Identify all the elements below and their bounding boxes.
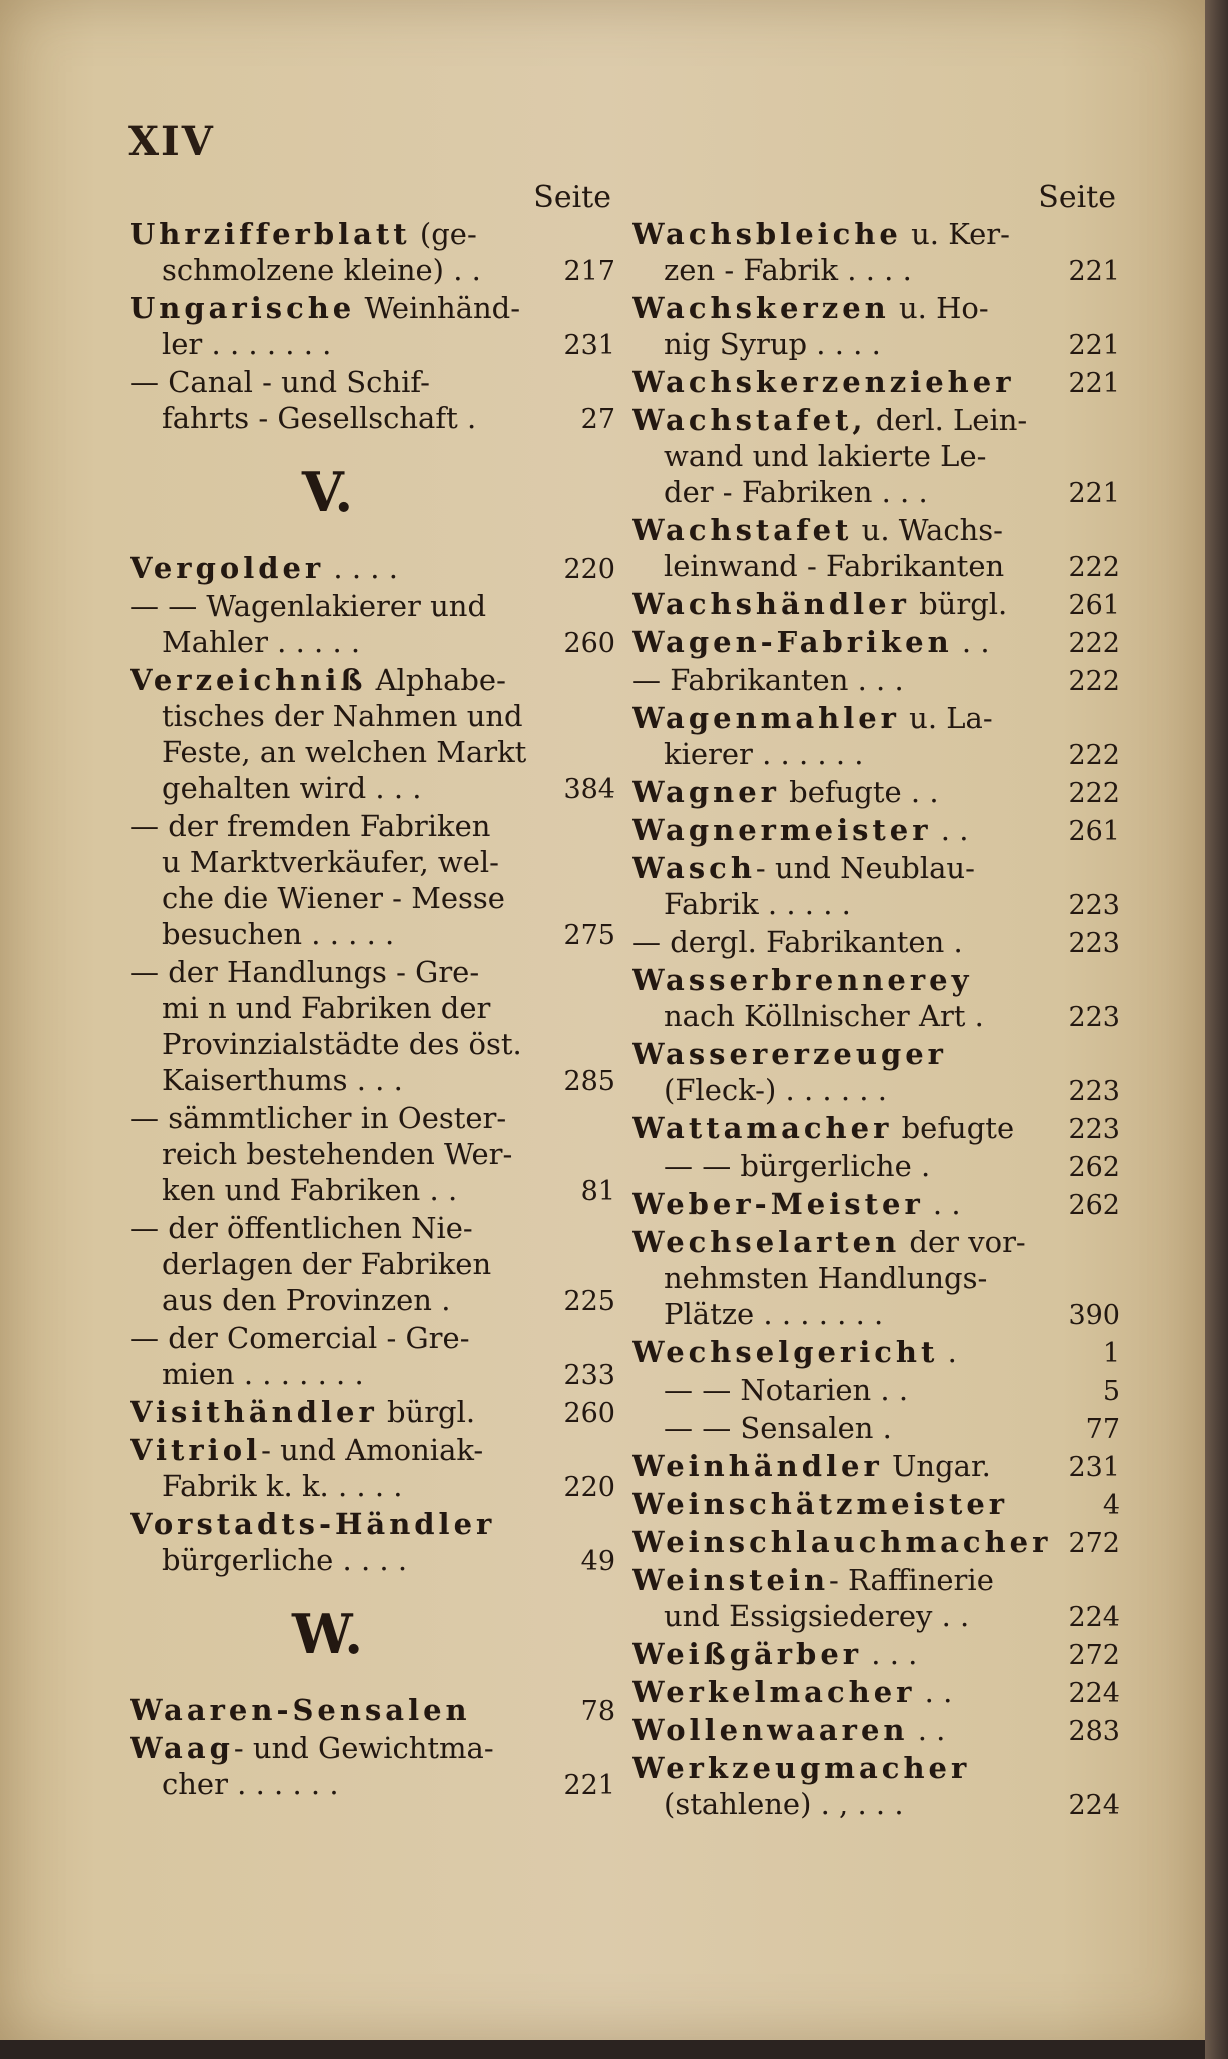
entry-rest: . . (952, 625, 990, 659)
index-entry (632, 998, 1120, 1036)
entry-page: 222 (1068, 778, 1120, 809)
entry-text: gehalten wird . . . (162, 771, 422, 805)
index-entry (130, 400, 615, 438)
entry-text: che die Wiener - Messe (162, 881, 505, 915)
entry-rest: Weinhänd- (355, 291, 521, 325)
entry-text: reich bestehenden Wer- (162, 1137, 513, 1171)
entry-keyword: Vergolder (130, 551, 325, 585)
entry-keyword: Wachshändler (632, 587, 910, 621)
index-entry (130, 1062, 615, 1100)
entry-text: mi n und Fabriken der (162, 991, 491, 1025)
entry-text (632, 624, 1058, 660)
entry-page: 275 (563, 920, 615, 951)
entry-page: 223 (1068, 890, 1120, 921)
entry-page: 285 (563, 1066, 615, 1097)
entry-rest: . . (931, 813, 969, 847)
index-entry (632, 1598, 1120, 1636)
index-entry (130, 290, 615, 326)
entry-page: 78 (580, 1696, 615, 1727)
entry-keyword: Weinstein (632, 1563, 830, 1597)
index-entry (130, 550, 615, 588)
index-entry (632, 474, 1120, 512)
entry-text (632, 1036, 1058, 1072)
entry-text (632, 1712, 1058, 1748)
entry-page: 233 (563, 1360, 615, 1391)
entry-text (130, 290, 553, 326)
entry-page: 384 (563, 774, 615, 805)
entry-page: 222 (1068, 666, 1120, 697)
entry-page: 261 (1068, 590, 1120, 621)
entry-keyword: Wasch (632, 851, 756, 885)
entry-text: — der Handlungs - Gre- (130, 955, 480, 989)
index-entry (632, 290, 1120, 326)
entry-text: wand und lakierte Le- (664, 439, 987, 473)
index-entry (130, 770, 615, 808)
entry-text: schmolzene kleine) . . (162, 253, 481, 287)
entry-keyword: Wagen-Fabriken (632, 625, 953, 659)
entry-page: 1 (1102, 1338, 1120, 1369)
entry-page: 4 (1102, 1490, 1120, 1521)
entry-text (130, 1506, 553, 1542)
left-block-u (130, 216, 615, 438)
entry-text: ler . . . . . . . (162, 327, 332, 361)
entry-text (632, 402, 1058, 438)
entry-text: kierer . . . . . . (664, 737, 864, 771)
entry-text (632, 586, 1058, 622)
entry-text: Kaiserthums . . . (162, 1063, 403, 1097)
entry-rest: . . . . (324, 551, 398, 585)
index-entry (130, 1766, 615, 1804)
entry-text: nig Syrup . . . . (664, 327, 881, 361)
section-letter-w: W. (291, 1602, 364, 1666)
index-entry (130, 1100, 615, 1136)
index-entry (130, 844, 615, 880)
entry-rest: - und Gewichtma- (233, 1731, 494, 1765)
entry-text (632, 1486, 1058, 1522)
index-entry (632, 812, 1120, 850)
index-entry (130, 1394, 615, 1432)
entry-text: tisches der Nahmen und (162, 699, 523, 733)
entry-keyword: Visithändler (130, 1395, 378, 1429)
entry-page: 27 (580, 404, 615, 435)
entry-text: — der öffentlichen Nie- (130, 1211, 473, 1245)
entry-text: bürgerliche . . . . (162, 1543, 408, 1577)
index-entry (632, 326, 1120, 364)
index-entry (632, 850, 1120, 886)
index-entry (632, 1448, 1120, 1486)
left-block-w (130, 1692, 615, 1804)
entry-rest: Ungar. (882, 1449, 991, 1483)
entry-keyword: Wattamacher (632, 1111, 893, 1145)
entry-text: Plätze . . . . . . . (664, 1297, 884, 1331)
entry-keyword: Waaren-Sensalen (130, 1693, 471, 1727)
entry-page: 220 (563, 554, 615, 585)
entry-text (632, 1524, 1058, 1560)
entry-keyword: Wachskerzenzieher (632, 365, 1015, 399)
entry-text (130, 1432, 553, 1468)
right-block-w (632, 216, 1120, 1824)
page-edge (1205, 0, 1228, 2059)
entry-keyword: Weißgärber (632, 1637, 863, 1671)
index-entry (130, 1356, 615, 1394)
index-entry (130, 1210, 615, 1246)
index-entry (632, 1296, 1120, 1334)
index-entry (632, 736, 1120, 774)
index-entry (130, 1730, 615, 1766)
entry-page: 224 (1068, 1602, 1120, 1633)
entry-page: 390 (1068, 1300, 1120, 1331)
entry-text: und Essigsiederey . . (664, 1599, 970, 1633)
entry-page: 283 (1068, 1716, 1120, 1747)
entry-rest: befugte (892, 1111, 1015, 1145)
entry-page: 260 (563, 628, 615, 659)
page-number: XIV (128, 118, 215, 165)
index-entry (632, 1036, 1120, 1072)
entry-text (632, 364, 1058, 400)
entry-text: Fabrik k. k. . . . . (162, 1469, 403, 1503)
entry-text: — dergl. Fabrikanten . (632, 925, 963, 959)
index-entry (632, 1486, 1120, 1524)
index-entry (130, 1320, 615, 1356)
entry-keyword: Ungarische (130, 291, 356, 325)
entry-page: 223 (1068, 928, 1120, 959)
index-entry (130, 916, 615, 954)
entry-text (632, 1334, 1058, 1370)
entry-text: Feste, an welchen Markt (162, 735, 527, 769)
index-entry (632, 1186, 1120, 1224)
entry-text: derlagen der Fabriken (162, 1247, 492, 1281)
entry-text: nehmsten Handlungs- (664, 1261, 988, 1295)
entry-keyword: Vorstadts-Händler (130, 1507, 496, 1541)
entry-rest: . . . (862, 1637, 918, 1671)
entry-rest: befugte . . (779, 775, 939, 809)
entry-page: 262 (1068, 1152, 1120, 1183)
entry-keyword: Verzeichniß (130, 663, 367, 697)
entry-text: — — bürgerliche . (664, 1149, 931, 1183)
entry-page: 221 (1068, 478, 1120, 509)
entry-text: nach Köllnischer Art . (664, 999, 984, 1033)
section-letter-v: V. (301, 460, 354, 524)
left-block-v (130, 550, 615, 1580)
index-entry (632, 1334, 1120, 1372)
entry-rest: - und Amoniak- (261, 1433, 484, 1467)
right-column-header: Seite (1038, 180, 1116, 215)
entry-text: besuchen . . . . . (162, 917, 395, 951)
index-entry (130, 1692, 615, 1730)
entry-page: 261 (1068, 816, 1120, 847)
entry-text: u Marktverkäufer, wel- (162, 845, 499, 879)
index-entry (130, 662, 615, 698)
entry-text (632, 812, 1058, 848)
index-entry (130, 1246, 615, 1282)
entry-rest: u. La- (899, 701, 993, 735)
entry-text (632, 290, 1058, 326)
index-entry (130, 1172, 615, 1210)
entry-page: 77 (1085, 1414, 1120, 1445)
entry-keyword: Wagnermeister (632, 813, 932, 847)
index-entry (632, 1260, 1120, 1296)
entry-keyword: Vitriol (130, 1433, 262, 1467)
entry-keyword: Wechselarten (632, 1225, 901, 1259)
right-column (632, 180, 1120, 1824)
entry-rest: . . (923, 1187, 961, 1221)
entry-text (632, 1636, 1058, 1672)
entry-text (130, 1394, 553, 1430)
entry-text (632, 1674, 1058, 1710)
entry-text: Provinzialstädte des öst. (162, 1027, 522, 1061)
entry-keyword: Wagner (632, 775, 780, 809)
entry-text: — Canal - und Schif- (130, 365, 430, 399)
entry-page: 5 (1102, 1376, 1120, 1407)
entry-page: 221 (1068, 256, 1120, 287)
entry-text: (stahlene) . , . . . (664, 1787, 904, 1821)
index-entry (130, 364, 615, 400)
entry-text (130, 550, 553, 586)
entry-text (130, 662, 553, 698)
entry-keyword: Weber-Meister (632, 1187, 924, 1221)
index-entry (632, 1750, 1120, 1786)
index-entry (632, 662, 1120, 700)
entry-page: 220 (563, 1472, 615, 1503)
index-entry (130, 1468, 615, 1506)
entry-text: ken und Fabriken . . (162, 1173, 458, 1207)
entry-page: 221 (563, 1770, 615, 1801)
index-entry (130, 588, 615, 624)
entry-keyword: Wagenmahler (632, 701, 900, 735)
index-entry (130, 1506, 615, 1542)
entry-rest: . (938, 1335, 957, 1369)
entry-page: 231 (1068, 1452, 1120, 1483)
entry-text (632, 850, 1058, 886)
entry-page: 272 (1068, 1528, 1120, 1559)
entry-rest: bürgl. (909, 587, 1008, 621)
left-column (130, 180, 615, 1804)
entry-text (130, 216, 553, 252)
index-entry (130, 216, 615, 252)
left-column-header: Seite (533, 180, 611, 215)
entry-text: der - Fabriken . . . (664, 475, 928, 509)
index-entry (632, 1674, 1120, 1712)
index-entry (632, 1372, 1120, 1410)
entry-keyword: Waag (130, 1731, 234, 1765)
index-entry (632, 700, 1120, 736)
entry-text: zen - Fabrik . . . . (664, 253, 912, 287)
entry-text (632, 1448, 1058, 1484)
entry-keyword: Weinschätzmeister (632, 1487, 1009, 1521)
entry-text (632, 216, 1058, 252)
entry-page: 225 (563, 1286, 615, 1317)
index-entry (632, 1562, 1120, 1598)
entry-page: 231 (563, 330, 615, 361)
index-entry (130, 624, 615, 662)
entry-text: Fabrik . . . . . (664, 887, 851, 921)
entry-rest: (ge- (410, 217, 477, 251)
entry-text (632, 700, 1058, 736)
entry-page: 49 (580, 1546, 615, 1577)
entry-text: — sämmtlicher in Oester- (130, 1101, 507, 1135)
entry-text (632, 962, 1058, 998)
entry-rest: bürgl. (377, 1395, 476, 1429)
index-entry (130, 808, 615, 844)
entry-rest: - Raffinerie (829, 1563, 994, 1597)
entry-keyword: Wachsbleiche (632, 217, 902, 251)
entry-rest: Alphabe- (366, 663, 506, 697)
index-entry (632, 512, 1120, 548)
entry-page: 262 (1068, 1190, 1120, 1221)
entry-text (632, 512, 1058, 548)
entry-page: 272 (1068, 1640, 1120, 1671)
index-entry (632, 364, 1120, 402)
entry-page: 222 (1068, 628, 1120, 659)
entry-page: 81 (580, 1176, 615, 1207)
index-entry (632, 774, 1120, 812)
entry-keyword: Wachskerzen (632, 291, 890, 325)
entry-text: — der fremden Fabriken (130, 809, 491, 843)
entry-rest: u. Ho- (889, 291, 989, 325)
index-entry (632, 438, 1120, 474)
index-entry (130, 252, 615, 290)
entry-keyword: Wasserbrennerey (632, 963, 973, 997)
entry-page: 217 (563, 256, 615, 287)
entry-text: aus den Provinzen . (162, 1283, 451, 1317)
entry-text: mien . . . . . . . (162, 1357, 364, 1391)
entry-text: — — Notarien . . (664, 1373, 909, 1407)
entry-keyword: Weinschlauchmacher (632, 1525, 1052, 1559)
entry-keyword: Uhrzifferblatt (130, 217, 411, 251)
entry-text: — — Sensalen . (664, 1411, 892, 1445)
entry-keyword: Wassererzeuger (632, 1037, 947, 1071)
entry-text (632, 1750, 1058, 1786)
entry-page: 222 (1068, 552, 1120, 583)
index-entry (632, 1524, 1120, 1562)
entry-rest: u. Ker- (901, 217, 1010, 251)
entry-page: 224 (1068, 1790, 1120, 1821)
index-entry (632, 1110, 1120, 1148)
entry-page: 223 (1068, 1076, 1120, 1107)
entry-rest: . . (908, 1713, 946, 1747)
index-entry (632, 1072, 1120, 1110)
entry-keyword: Wachstafet, (632, 403, 867, 437)
entry-text: — der Comercial - Gre- (130, 1321, 470, 1355)
index-entry (632, 216, 1120, 252)
entry-keyword: Werkelmacher (632, 1675, 916, 1709)
index-entry (632, 886, 1120, 924)
index-entry (130, 1542, 615, 1580)
index-entry (130, 990, 615, 1026)
entry-text: Mahler . . . . . (162, 625, 361, 659)
entry-text (130, 1730, 553, 1766)
entry-page: 223 (1068, 1114, 1120, 1145)
entry-text (632, 1186, 1058, 1222)
entry-keyword: Weinhändler (632, 1449, 883, 1483)
entry-text: (Fleck-) . . . . . . (664, 1073, 887, 1107)
index-entry (632, 586, 1120, 624)
entry-rest: - und Neublau- (755, 851, 975, 885)
index-entry (632, 624, 1120, 662)
entry-page: 260 (563, 1398, 615, 1429)
entry-keyword: Wechselgericht (632, 1335, 939, 1369)
entry-page: 221 (1068, 368, 1120, 399)
index-entry (632, 1410, 1120, 1448)
index-entry (632, 1712, 1120, 1750)
index-entry (632, 548, 1120, 586)
entry-text (130, 1692, 553, 1728)
entry-text (632, 1110, 1058, 1146)
entry-text: — Fabrikanten . . . (632, 663, 904, 697)
index-entry (130, 1026, 615, 1062)
entry-rest: . . (915, 1675, 953, 1709)
index-entry (632, 1224, 1120, 1260)
entry-keyword: Wachstafet (632, 513, 853, 547)
index-entry (632, 924, 1120, 962)
entry-rest: derl. Lein- (866, 403, 1028, 437)
entry-text: fahrts - Gesellschaft . (162, 401, 477, 435)
entry-text (632, 1224, 1058, 1260)
entry-rest: u. Wachs- (852, 513, 1003, 547)
entry-text: — — Wagenlakierer und (130, 589, 487, 623)
index-entry (632, 1148, 1120, 1186)
index-entry (130, 1282, 615, 1320)
entry-page: 222 (1068, 740, 1120, 771)
index-entry (130, 734, 615, 770)
entry-page: 223 (1068, 1002, 1120, 1033)
index-entry (130, 954, 615, 990)
index-entry (130, 880, 615, 916)
entry-page: 224 (1068, 1678, 1120, 1709)
entry-text (632, 1562, 1058, 1598)
entry-keyword: Werkzeugmacher (632, 1751, 971, 1785)
index-entry (632, 1786, 1120, 1824)
index-entry (130, 326, 615, 364)
entry-text: leinwand - Fabrikanten (664, 549, 1005, 583)
entry-keyword: Wollenwaaren (632, 1713, 909, 1747)
index-entry (632, 1636, 1120, 1674)
entry-text (632, 774, 1058, 810)
index-entry (632, 962, 1120, 998)
index-entry (130, 1136, 615, 1172)
index-entry (632, 402, 1120, 438)
index-entry (130, 698, 615, 734)
entry-rest: der vor- (900, 1225, 1026, 1259)
index-entry (632, 252, 1120, 290)
entry-page: 221 (1068, 330, 1120, 361)
entry-text: cher . . . . . . (162, 1767, 339, 1801)
index-entry (130, 1432, 615, 1468)
